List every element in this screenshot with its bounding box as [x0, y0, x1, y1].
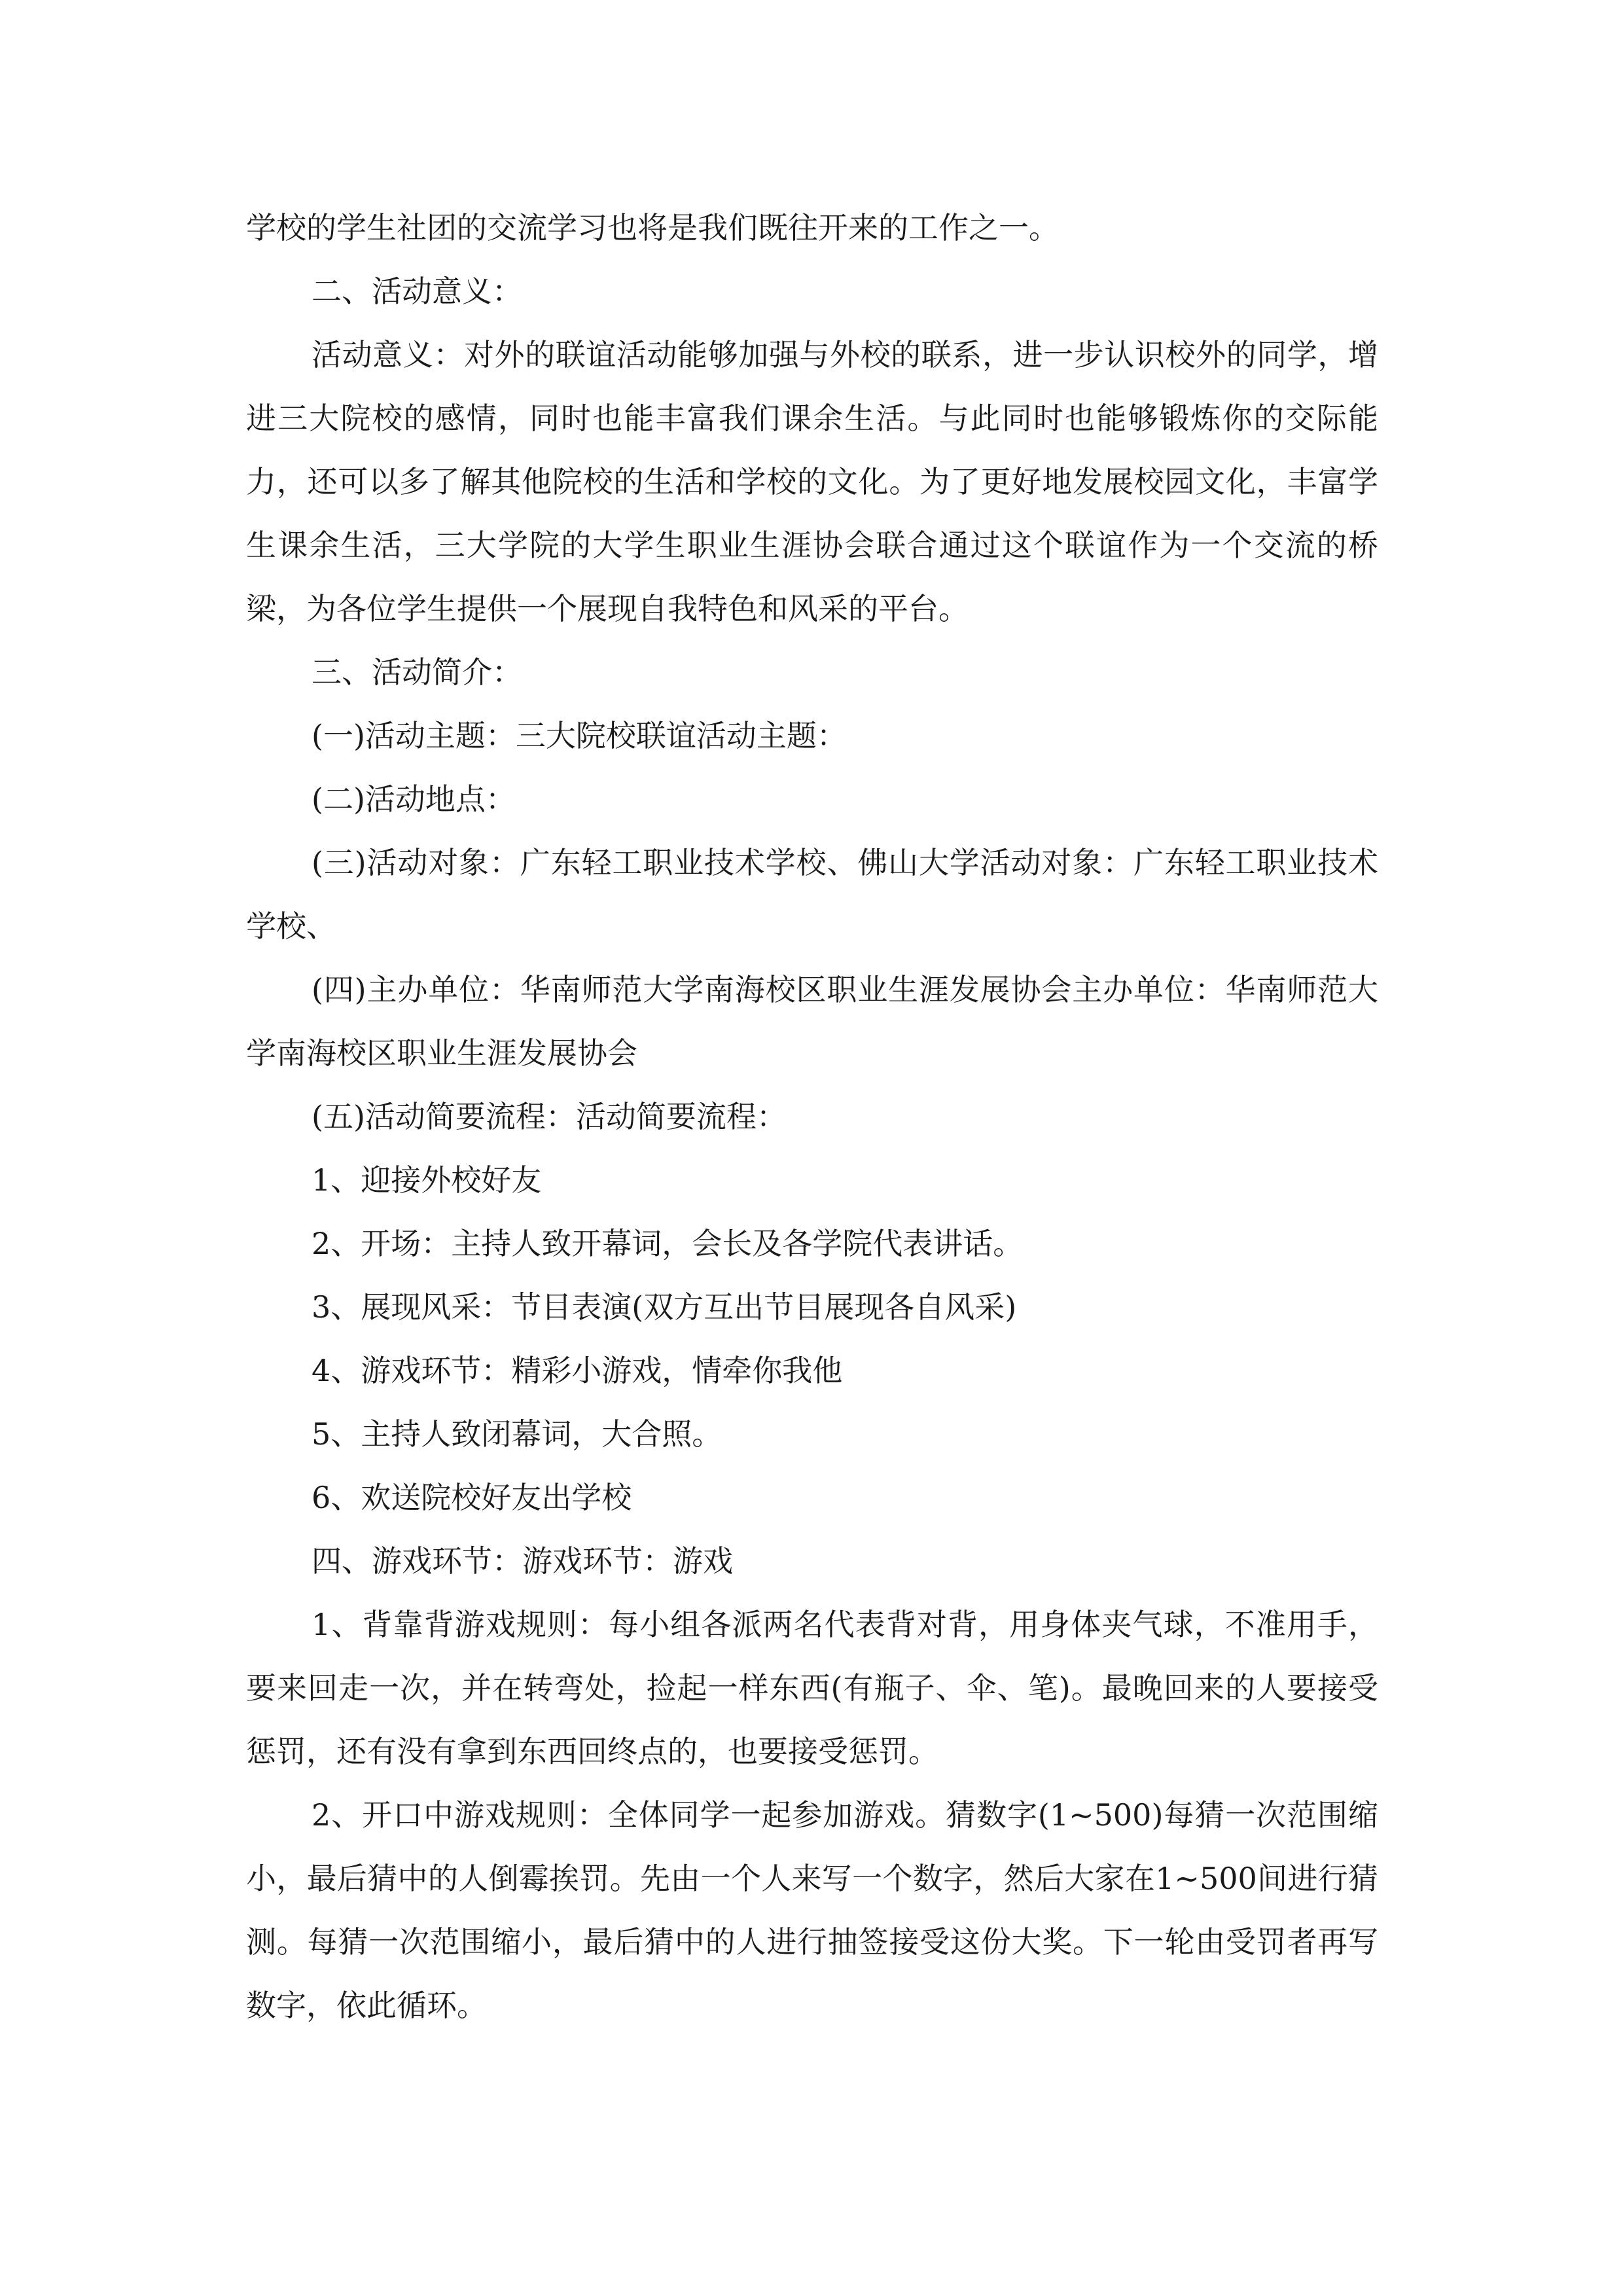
item-organizer: (四)主办单位：华南师范大学南海校区职业生涯发展协会主办单位：华南师范大学南海校区职业生涯发展协会	[246, 972, 1378, 1071]
game-rule-back-to-back: 1、背靠背游戏规则：每小组各派两名代表背对背，用身体夹气球，不准用手，要来回走一次，并在转弯处，捡起一样东西(有瓶子、伞、笔)。最晚回来的人要接受惩罚，还有没有拿到东西回终点的，也要接受惩罚。	[246, 1607, 1378, 1769]
heading-activity-overview: 三、活动简介：	[312, 655, 522, 690]
flow-step-3: 3、展现风采：节目表演(双方互出节目展现各自风采)	[312, 1289, 1017, 1325]
flow-step-2: 2、开场：主持人致开幕词，会长及各学院代表讲话。	[312, 1226, 1024, 1261]
flow-step-6: 6、欢送院校好友出学校	[312, 1480, 632, 1515]
paragraph-intro-continuation: 学校的学生社团的交流学习也将是我们既往开来的工作之一。	[246, 210, 1059, 245]
item-activity-flow: (五)活动简要流程：活动简要流程：	[312, 1099, 787, 1134]
heading-activity-significance: 二、活动意义：	[312, 274, 522, 309]
paragraph-activity-significance: 活动意义：对外的联谊活动能够加强与外校的联系，进一步认识校外的同学，增进三大院校的感情，同时也能丰富我们课余生活。与此同时也能够锻炼你的交际能力，还可以多了解其他院校的生活和学校的文化。为了更好地发展校园文化，丰富学生课余生活，三大学院的大学生职业生涯协会联合通过这个联谊作为一个交流的桥梁，为各位学生提供一个展现自我特色和风采的平台。	[246, 337, 1378, 626]
flow-step-4: 4、游戏环节：精彩小游戏，情牵你我他	[312, 1353, 843, 1388]
flow-step-5: 5、主持人致闭幕词，大合照。	[312, 1416, 722, 1452]
flow-step-1: 1、迎接外校好友	[312, 1162, 542, 1198]
item-activity-location: (二)活动地点：	[312, 781, 516, 817]
item-activity-participants: (三)活动对象：广东轻工职业技术学校、佛山大学活动对象：广东轻工职业技术学校、	[246, 845, 1378, 944]
document-body	[246, 196, 1378, 2037]
item-activity-theme: (一)活动主题：三大院校联谊活动主题：	[312, 718, 847, 753]
game-rule-number-guess: 2、开口中游戏规则：全体同学一起参加游戏。猜数字(1~500)每猜一次范围缩小，最后猜中的人倒霉挨罚。先由一个人来写一个数字，然后大家在1~500间进行猜测。每猜一次范围缩小，最后猜中的人进行抽签接受这份大奖。下一轮由受罚者再写数字，依此循环。	[246, 1797, 1378, 2023]
heading-game-section: 四、游戏环节：游戏环节：游戏	[312, 1543, 733, 1579]
